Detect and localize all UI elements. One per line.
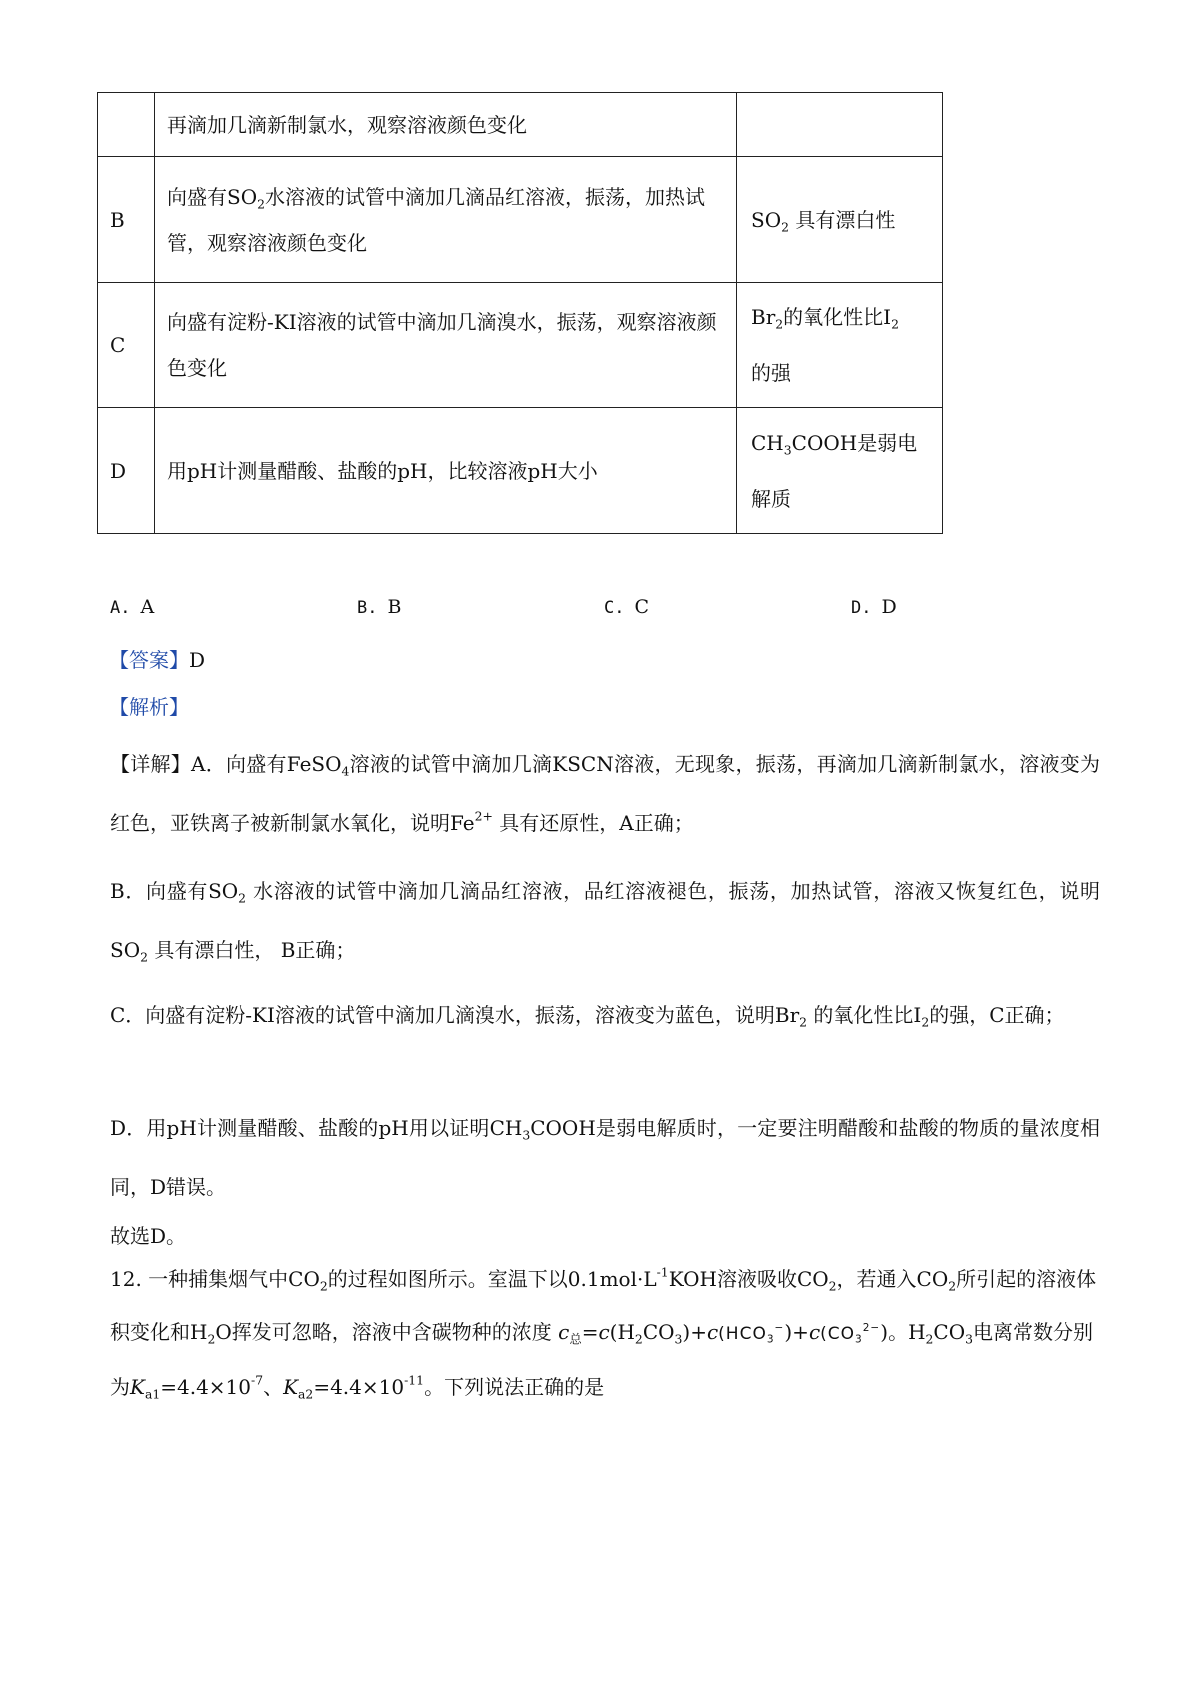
procedure-cell: 用pH计测量醋酸、盐酸的pH，比较溶液pH大小 [155, 408, 737, 534]
row-label: B [98, 157, 155, 283]
detail-paragraph-c: C．向盛有淀粉-KI溶液的试管中滴加几滴溴水，振荡，溶液变为蓝色，说明$Br_2$ 的氧化性比$I_2$的强，C正确； [110, 1003, 1065, 1030]
table-row [98, 93, 943, 157]
experiment-table [97, 92, 943, 534]
row-label: C [98, 283, 155, 408]
detail-paragraph-d: D．用pH计测量醋酸、盐酸的pH用以证明$CH_3COOH$是弱电解质时，一定要注明醋酸和盐酸的物质的量浓度相同，D错误。 [110, 1116, 1100, 1199]
conclusion-cell: $Br_2$的氧化性比$I_2$ 的强 [737, 283, 943, 408]
carbonate-ion: ($CO_3^{2-}$ [820, 1322, 881, 1346]
detail-paragraph-b: B．向盛有$SO_2$ 水溶液的试管中滴加几滴品红溶液，品红溶液褪色，振荡，加热试管，溶液又恢复红色，说明$SO_2$ 具有漂白性， B正确； [110, 879, 1100, 965]
procedure-cell: 再滴加几滴新制氯水，观察溶液颜色变化 [155, 93, 737, 157]
answer-line: 【答案】D [109, 648, 206, 672]
conclusion-cell [737, 93, 943, 157]
conclusion-cell: $SO_2$ 具有漂白性 [737, 157, 943, 283]
procedure-cell: 向盛有淀粉-KI溶液的试管中滴加几滴溴水，振荡，观察溶液颜色变化 [155, 283, 737, 408]
option-d[interactable]: D. D [851, 596, 897, 618]
analysis-heading: 【解析】 [109, 695, 189, 719]
bicarbonate-ion: ($HCO_3^-$ [718, 1322, 785, 1346]
conclusion-cell: $CH_3COOH$是弱电解质 [737, 408, 943, 534]
question-12-stem: 12. 一种捕集烟气中$CO_2$的过程如图所示。室温下以$0.1mol\cdot L^{-1}KOH$溶液吸收$CO_2$，若通入$CO_2$所引起的溶液体积变化和$H_2O$挥发可忽略，溶液中含碳物种的浓度 $c_总=c(H_2CO_3)+c(HCO_3^-)+c(CO_3^{2-})$。$H_2CO_3$电离常数分别为$K_{a1}=4.4\times 10^{-7}$、$K_{a2}=4.4\times 10^{-11}$。下列说法正确的是 [110, 1264, 1097, 1402]
procedure-cell: 向盛有$SO_2$水溶液的试管中滴加几滴品红溶液，振荡，加热试管，观察溶液颜色变化 [155, 157, 737, 283]
row-label [98, 93, 155, 157]
final-answer-line: 故选D。 [110, 1224, 187, 1248]
table-row [98, 283, 943, 408]
option-a[interactable]: A. A [110, 596, 155, 618]
option-b[interactable]: B. B [357, 596, 402, 618]
question-number: 12. [110, 1267, 142, 1291]
row-label: D [98, 408, 155, 534]
table-row [98, 157, 943, 283]
detail-paragraph-a: 【详解】A．向盛有FeSO$_4$溶液的试管中滴加几滴KSCN溶液，无现象，振荡，再滴加几滴新制氯水，溶液变为红色，亚铁离子被新制氯水氧化，说明$Fe^{2+}$ 具有还原性，A正确； [110, 752, 1100, 835]
table-row [98, 408, 943, 534]
option-c[interactable]: C. C [604, 596, 650, 618]
answer-options [110, 596, 910, 626]
